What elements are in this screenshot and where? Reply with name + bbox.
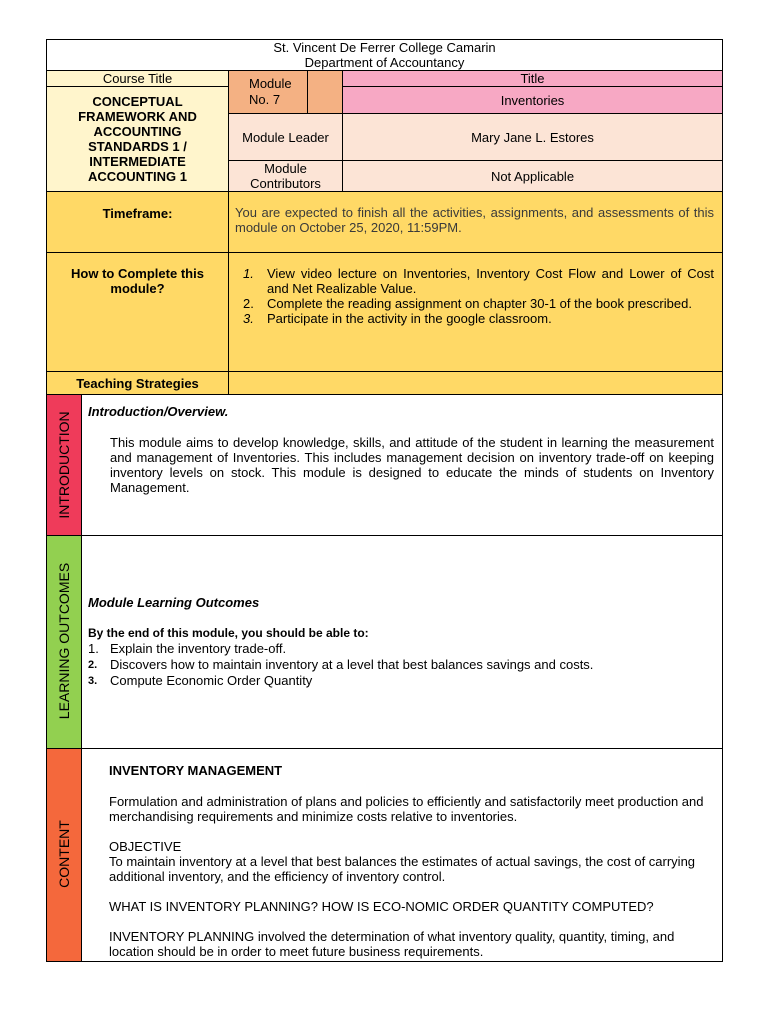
teaching-strategies-label: Teaching Strategies bbox=[47, 372, 228, 394]
how-to-steps bbox=[229, 253, 722, 371]
learning-outcomes-lead: By the end of this module, you should be able to: bbox=[88, 626, 369, 640]
list-item: 3. Compute Economic Order Quantity bbox=[88, 673, 313, 688]
timeframe-label: Timeframe: bbox=[47, 192, 228, 252]
title-value: Inventories bbox=[343, 87, 722, 113]
module-number: Module No. 7 bbox=[229, 71, 307, 113]
how-to-label: How to Complete this module? bbox=[47, 253, 228, 371]
introduction-heading: Introduction/Overview. bbox=[88, 404, 229, 419]
school-name: St. Vincent De Ferrer College Camarin bbox=[273, 40, 496, 55]
how-to-step: 3. Participate in the activity in the google classroom. bbox=[243, 311, 552, 326]
content-paragraph: Formulation and administration of plans and policies to efficiently and satisfactorily meet production and merchandising requirements and minimize costs relative to inventories. bbox=[109, 794, 704, 824]
department-name: Department of Accountancy bbox=[304, 55, 465, 70]
how-to-step: 1. View video lecture on Inventories, Inventory Cost Flow and Lower of Cost and Net Realizable Value. bbox=[243, 266, 714, 296]
module-leader-label: Module Leader bbox=[229, 114, 342, 160]
introduction-side-label: INTRODUCTION bbox=[56, 411, 72, 519]
title-label: Title bbox=[343, 71, 722, 86]
content-band bbox=[47, 749, 81, 961]
list-item: 2. Discovers how to maintain inventory at a level that best balances savings and costs. bbox=[88, 657, 594, 672]
how-to-step: 2. Complete the reading assignment on chapter 30-1 of the book prescribed. bbox=[243, 296, 692, 311]
content-side-label: CONTENT bbox=[56, 820, 72, 888]
module-number-blank bbox=[308, 71, 342, 113]
content-answer: INVENTORY PLANNING involved the determination of what inventory quality, quantity, timing, and location should be in order to meet future business requirements. bbox=[109, 929, 675, 959]
objective-label: OBJECTIVE bbox=[109, 839, 182, 854]
list-item: 1. Explain the inventory trade-off. bbox=[88, 641, 287, 656]
learning-outcomes-list bbox=[88, 641, 718, 689]
content-heading: INVENTORY MANAGEMENT bbox=[109, 763, 283, 778]
learning-outcomes-side-label: LEARNING OUTCOMES bbox=[56, 562, 72, 720]
timeframe-text: You are expected to finish all the activities, assignments, and assessments of this module on October 25, 2020, 11:59PM. bbox=[229, 192, 722, 252]
module-contributors-label: Module Contributors bbox=[229, 161, 342, 191]
module-leader-value: Mary Jane L. Estores bbox=[343, 114, 722, 160]
learning-outcomes-band bbox=[47, 536, 81, 748]
course-title-value: CONCEPTUAL FRAMEWORK AND ACCOUNTING STANDARDS 1 / INTERMEDIATE ACCOUNTING 1 bbox=[47, 87, 228, 191]
introduction-text: This module aims to develop knowledge, skills, and attitude of the student in learning the measurement and management of Inventories. This includes management decision on inventory trade-off on keeping inventory levels on stock. This module is designed to educate the minds of students on Inventory Management. bbox=[110, 435, 714, 495]
module-contributors-value: Not Applicable bbox=[343, 161, 722, 191]
introduction-band bbox=[47, 395, 81, 535]
course-title-label: Course Title bbox=[47, 71, 228, 86]
content-question: WHAT IS INVENTORY PLANNING? HOW IS ECO-NOMIC ORDER QUANTITY COMPUTED? bbox=[109, 899, 654, 914]
learning-outcomes-heading: Module Learning Outcomes bbox=[88, 595, 260, 610]
objective-text: To maintain inventory at a level that best balances the estimates of actual savings, the cost of carrying additional inventory, and the efficiency of inventory control. bbox=[109, 854, 696, 884]
teaching-strategies-value bbox=[229, 372, 722, 394]
